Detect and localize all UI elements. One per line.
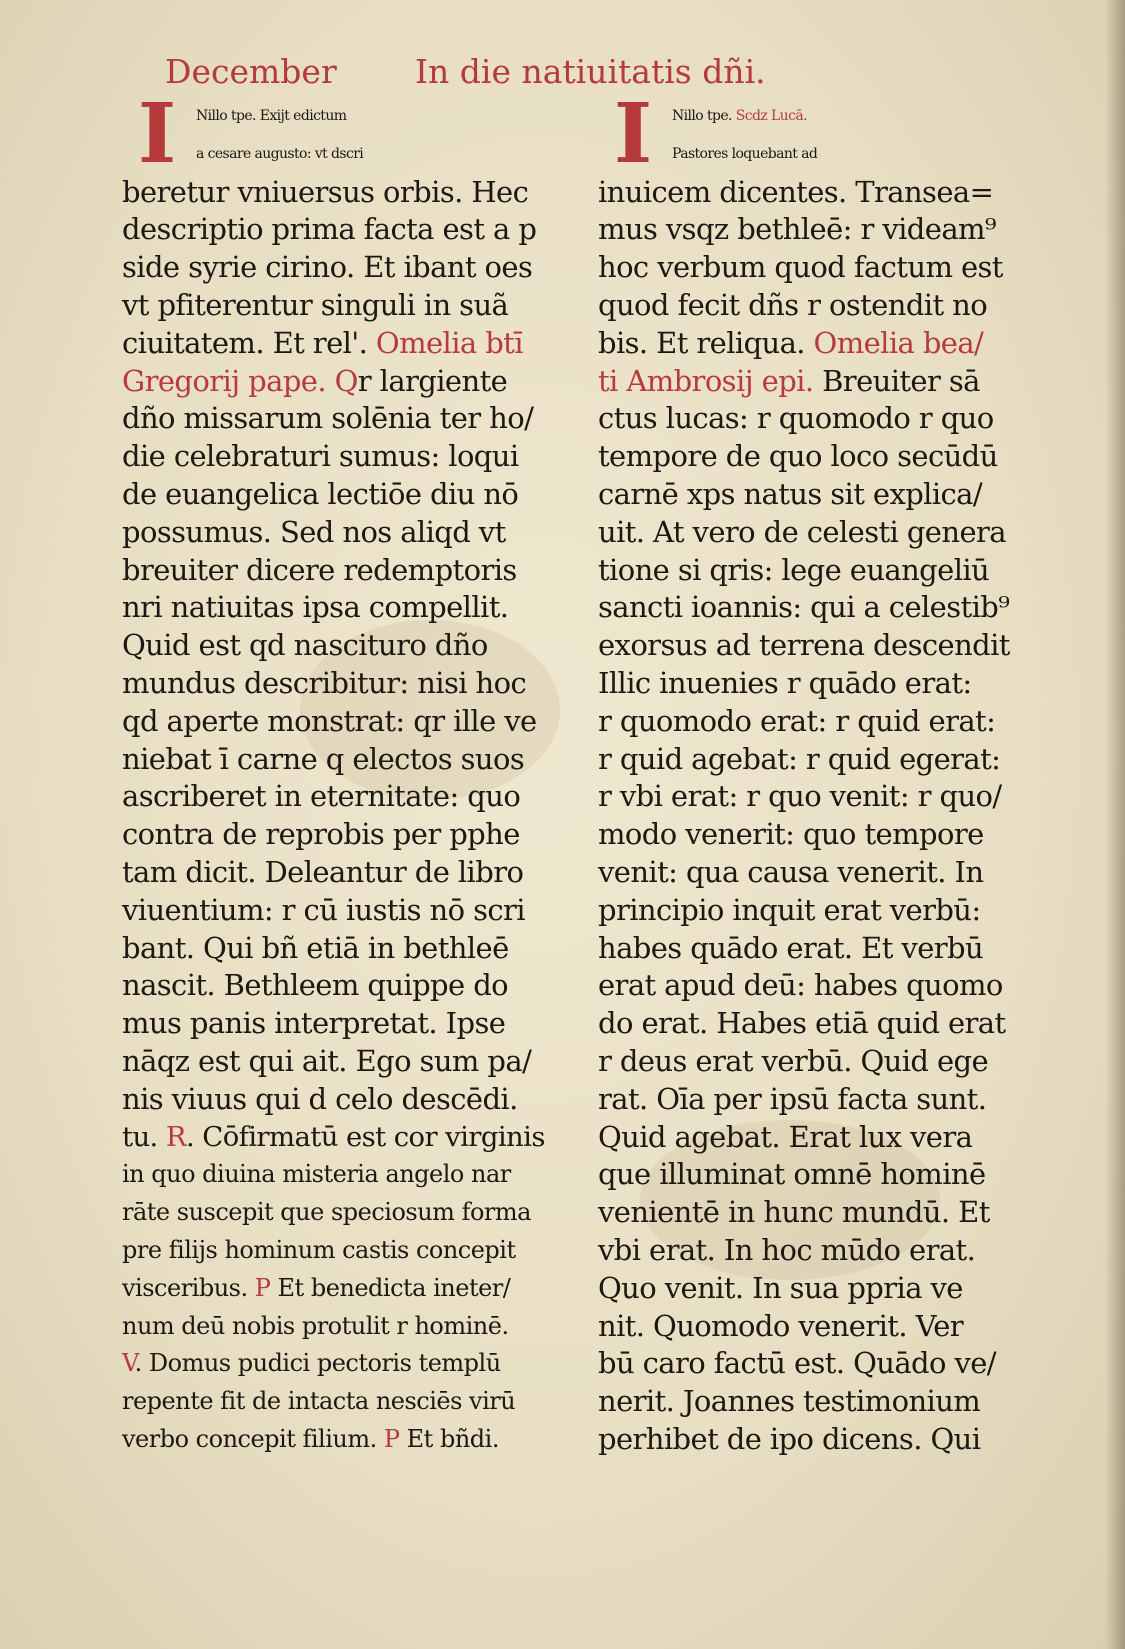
text-span: principio inquit erat verbū:	[598, 892, 981, 927]
right-text-column	[598, 86, 1028, 1459]
text-line	[122, 665, 552, 703]
text-span: r quid agebat: r quid egerat:	[598, 741, 1001, 776]
text-line	[598, 363, 1028, 401]
text-line	[122, 854, 552, 892]
text-span: nit. Quomodo venerit. Ver	[598, 1308, 964, 1343]
text-span: viuentium: r cū iustis nō scri	[122, 892, 525, 927]
drop-cap-initial: I	[137, 86, 177, 182]
page-edge-shadow	[1105, 0, 1125, 1649]
text-span: Breuiter sā	[822, 363, 980, 398]
text-line	[122, 325, 552, 363]
text-span: mundus describitur: nisi hoc	[122, 665, 527, 700]
text-span: carnē xps natus sit explica/	[598, 476, 983, 511]
text-span: verbo concepit filium.	[122, 1424, 384, 1453]
text-span: rāte suscepit que speciosum forma	[122, 1198, 531, 1227]
text-span: contra de reprobis per pphe	[122, 817, 520, 852]
text-line	[122, 287, 552, 325]
text-line	[122, 1383, 552, 1421]
text-line	[122, 552, 552, 590]
left-text-column	[122, 86, 552, 1459]
rubric-text: V	[122, 1349, 135, 1378]
text-line	[122, 1119, 552, 1157]
rubric-text: Omelia btī	[375, 325, 523, 360]
text-span: Et bñdi.	[399, 1424, 499, 1453]
text-span: pre filijs hominum castis concepit	[122, 1235, 516, 1264]
text-line	[122, 703, 552, 741]
text-line	[122, 1232, 552, 1270]
text-line	[598, 249, 1028, 287]
text-line	[598, 1232, 1028, 1270]
text-span: hoc verbum quod factum est	[598, 250, 1003, 285]
text-span: perhibet de ipo dicens. Qui	[598, 1421, 981, 1456]
text-line	[598, 174, 1028, 212]
text-line	[598, 514, 1028, 552]
text-line	[122, 1156, 552, 1194]
text-span: vt pfiterentur singuli in suã	[122, 287, 509, 322]
text-line	[598, 211, 1028, 249]
header-feast-title: In die natiuitatis dñi.	[415, 52, 766, 91]
text-span: nāqz est qui ait. Ego sum pa/	[122, 1043, 532, 1078]
text-span: tione si qris: lege euangeliū	[598, 552, 990, 587]
text-span: tu.	[122, 1120, 166, 1153]
text-line	[122, 967, 552, 1005]
text-span: ctus lucas: r quomodo r quo	[598, 401, 994, 436]
text-span: visceribus.	[122, 1273, 255, 1302]
text-line	[598, 778, 1028, 816]
rubric-text: Scdz Lucā.	[735, 108, 807, 124]
text-line	[598, 438, 1028, 476]
text-span: vbi erat. In hoc mūdo erat.	[598, 1232, 976, 1267]
header-month: December	[165, 52, 337, 91]
text-line	[122, 816, 552, 854]
text-span: a cesare augusto: vt dscri	[196, 145, 364, 162]
text-line	[598, 741, 1028, 779]
text-span: nerit. Joannes testimonium	[598, 1384, 981, 1419]
text-line	[122, 1081, 552, 1119]
text-line	[122, 400, 552, 438]
rubric-text: Omelia bea/	[813, 325, 984, 360]
text-span: Et benedicta ineter/	[270, 1273, 511, 1302]
text-span: dño missarum solēnia ter ho/	[122, 401, 534, 436]
text-line	[122, 1194, 552, 1232]
text-span: r largiente	[357, 363, 508, 398]
text-line	[598, 1345, 1028, 1383]
text-line	[122, 1345, 552, 1383]
text-line	[598, 552, 1028, 590]
text-span: Quid agebat. Erat lux vera	[598, 1119, 973, 1154]
text-span: qd aperte monstrat: qr ille ve	[122, 703, 537, 738]
text-line	[598, 325, 1028, 363]
text-span: . Domus pudici pectoris templū	[134, 1349, 501, 1378]
text-line	[122, 174, 552, 212]
text-line	[598, 287, 1028, 325]
text-span: nascit. Bethleem quippe do	[122, 968, 509, 1003]
text-span: r quomodo erat: r quid erat:	[598, 703, 996, 738]
text-span: Pastores loquebant ad	[672, 145, 818, 162]
text-span: Nillo tpe.	[672, 108, 736, 124]
text-line	[598, 930, 1028, 968]
text-span: nis viuus qui d celo descēdi.	[122, 1081, 518, 1116]
text-line	[122, 778, 552, 816]
text-span: bis. Et reliqua.	[598, 325, 814, 360]
text-line	[598, 1005, 1028, 1043]
text-span: uit. At vero de celesti genera	[598, 514, 1006, 549]
text-line	[598, 1194, 1028, 1232]
text-line	[122, 741, 552, 779]
text-span: repente fit de intacta nesciēs virū	[122, 1387, 516, 1416]
text-span: venientē in hunc mundū. Et	[598, 1195, 990, 1230]
text-line	[598, 1043, 1028, 1081]
text-line	[598, 1270, 1028, 1308]
drop-cap-initial: I	[613, 86, 653, 182]
text-span: erat apud deū: habes quomo	[598, 968, 1003, 1003]
text-line	[598, 967, 1028, 1005]
text-span: Illic inuenies r quādo erat:	[598, 665, 972, 700]
text-line	[122, 930, 552, 968]
text-span: side syrie cirino. Et ibant oes	[122, 250, 533, 285]
text-line	[598, 1119, 1028, 1157]
text-span: do erat. Habes etiā quid erat	[598, 1006, 1006, 1041]
text-span: bant. Qui bñ etiā in bethleē	[122, 930, 509, 965]
text-line	[122, 211, 552, 249]
text-line	[598, 400, 1028, 438]
text-line	[598, 1156, 1028, 1194]
text-line	[598, 1383, 1028, 1421]
text-span: die celebraturi sumus: loqui	[122, 439, 519, 474]
text-span: mus panis interpretat. Ipse	[122, 1006, 506, 1041]
text-line	[122, 438, 552, 476]
text-line	[598, 816, 1028, 854]
text-span: in quo diuina misteria angelo nar	[122, 1160, 511, 1189]
text-line	[122, 892, 552, 930]
text-span: inuicem dicentes. Transea=	[598, 174, 994, 209]
text-span: bū caro factū est. Quādo ve/	[598, 1346, 996, 1381]
text-line	[598, 589, 1028, 627]
text-span: niebat ī carne q electos suos	[122, 741, 525, 776]
text-span: modo venerit: quo tempore	[598, 817, 984, 852]
text-span: Nillo tpe. Exijt edictum	[196, 108, 347, 124]
text-line	[598, 627, 1028, 665]
rubric-text: Q	[334, 363, 358, 398]
text-span: exorsus ad terrena descendit	[598, 628, 1010, 663]
rubric-text: P	[254, 1273, 271, 1302]
text-line	[122, 589, 552, 627]
text-span: habes quādo erat. Et verbū	[598, 930, 984, 965]
text-line	[598, 703, 1028, 741]
text-line	[122, 1005, 552, 1043]
text-span: possumus. Sed nos aliqd vt	[122, 514, 506, 549]
text-span: que illuminat omnē hominē	[598, 1157, 986, 1192]
text-line	[122, 1421, 552, 1459]
text-span: mus vsqz bethleē: r videam⁹	[598, 212, 996, 247]
text-span: tam dicit. Deleantur de libro	[122, 854, 524, 889]
text-line	[598, 1308, 1028, 1346]
rubric-text: Gregorij pape.	[122, 363, 335, 398]
text-span: Quid est qd nascituro dño	[122, 628, 488, 663]
text-line	[122, 476, 552, 514]
text-span: r vbi erat: r quo venit: r quo/	[598, 779, 1002, 814]
text-span: sancti ioannis: qui a celestib⁹	[598, 590, 1010, 625]
text-span: r deus erat verbū. Quid ege	[598, 1043, 989, 1078]
text-line	[122, 514, 552, 552]
text-span: ascriberet in eternitate: quo	[122, 779, 521, 814]
rubric-text: R	[165, 1120, 186, 1153]
text-span: Quo venit. In sua ppria ve	[598, 1270, 963, 1305]
rubric-text: ti Ambrosij epi.	[598, 363, 823, 398]
text-line	[598, 1421, 1028, 1459]
text-line	[122, 1308, 552, 1346]
text-span: de euangelica lectiōe diu nō	[122, 476, 519, 511]
text-line	[598, 892, 1028, 930]
text-line	[122, 249, 552, 287]
text-span: tempore de quo loco secūdū	[598, 439, 998, 474]
text-line	[122, 1270, 552, 1308]
text-span: quod fecit dñs r ostendit no	[598, 287, 988, 322]
text-line	[122, 627, 552, 665]
text-span: beretur vniuersus orbis. Hec	[122, 174, 529, 209]
rubric-text: P	[383, 1424, 400, 1453]
text-span: num deū nobis protulit r hominē.	[122, 1311, 509, 1340]
text-span: venit: qua causa venerit. In	[598, 854, 984, 889]
text-line	[598, 665, 1028, 703]
text-line	[122, 363, 552, 401]
text-line	[122, 1043, 552, 1081]
text-line	[598, 1081, 1028, 1119]
text-span: descriptio prima facta est a p	[122, 212, 537, 247]
text-span: rat. Oīa per ipsū facta sunt.	[598, 1081, 987, 1116]
text-span: nri natiuitas ipsa compellit.	[122, 590, 509, 625]
text-span: breuiter dicere redemptoris	[122, 552, 517, 587]
text-line	[598, 854, 1028, 892]
text-span: ciuitatem. Et rel'.	[122, 325, 376, 360]
text-line	[598, 476, 1028, 514]
text-span: . Cōfirmatū est cor virginis	[185, 1120, 545, 1153]
